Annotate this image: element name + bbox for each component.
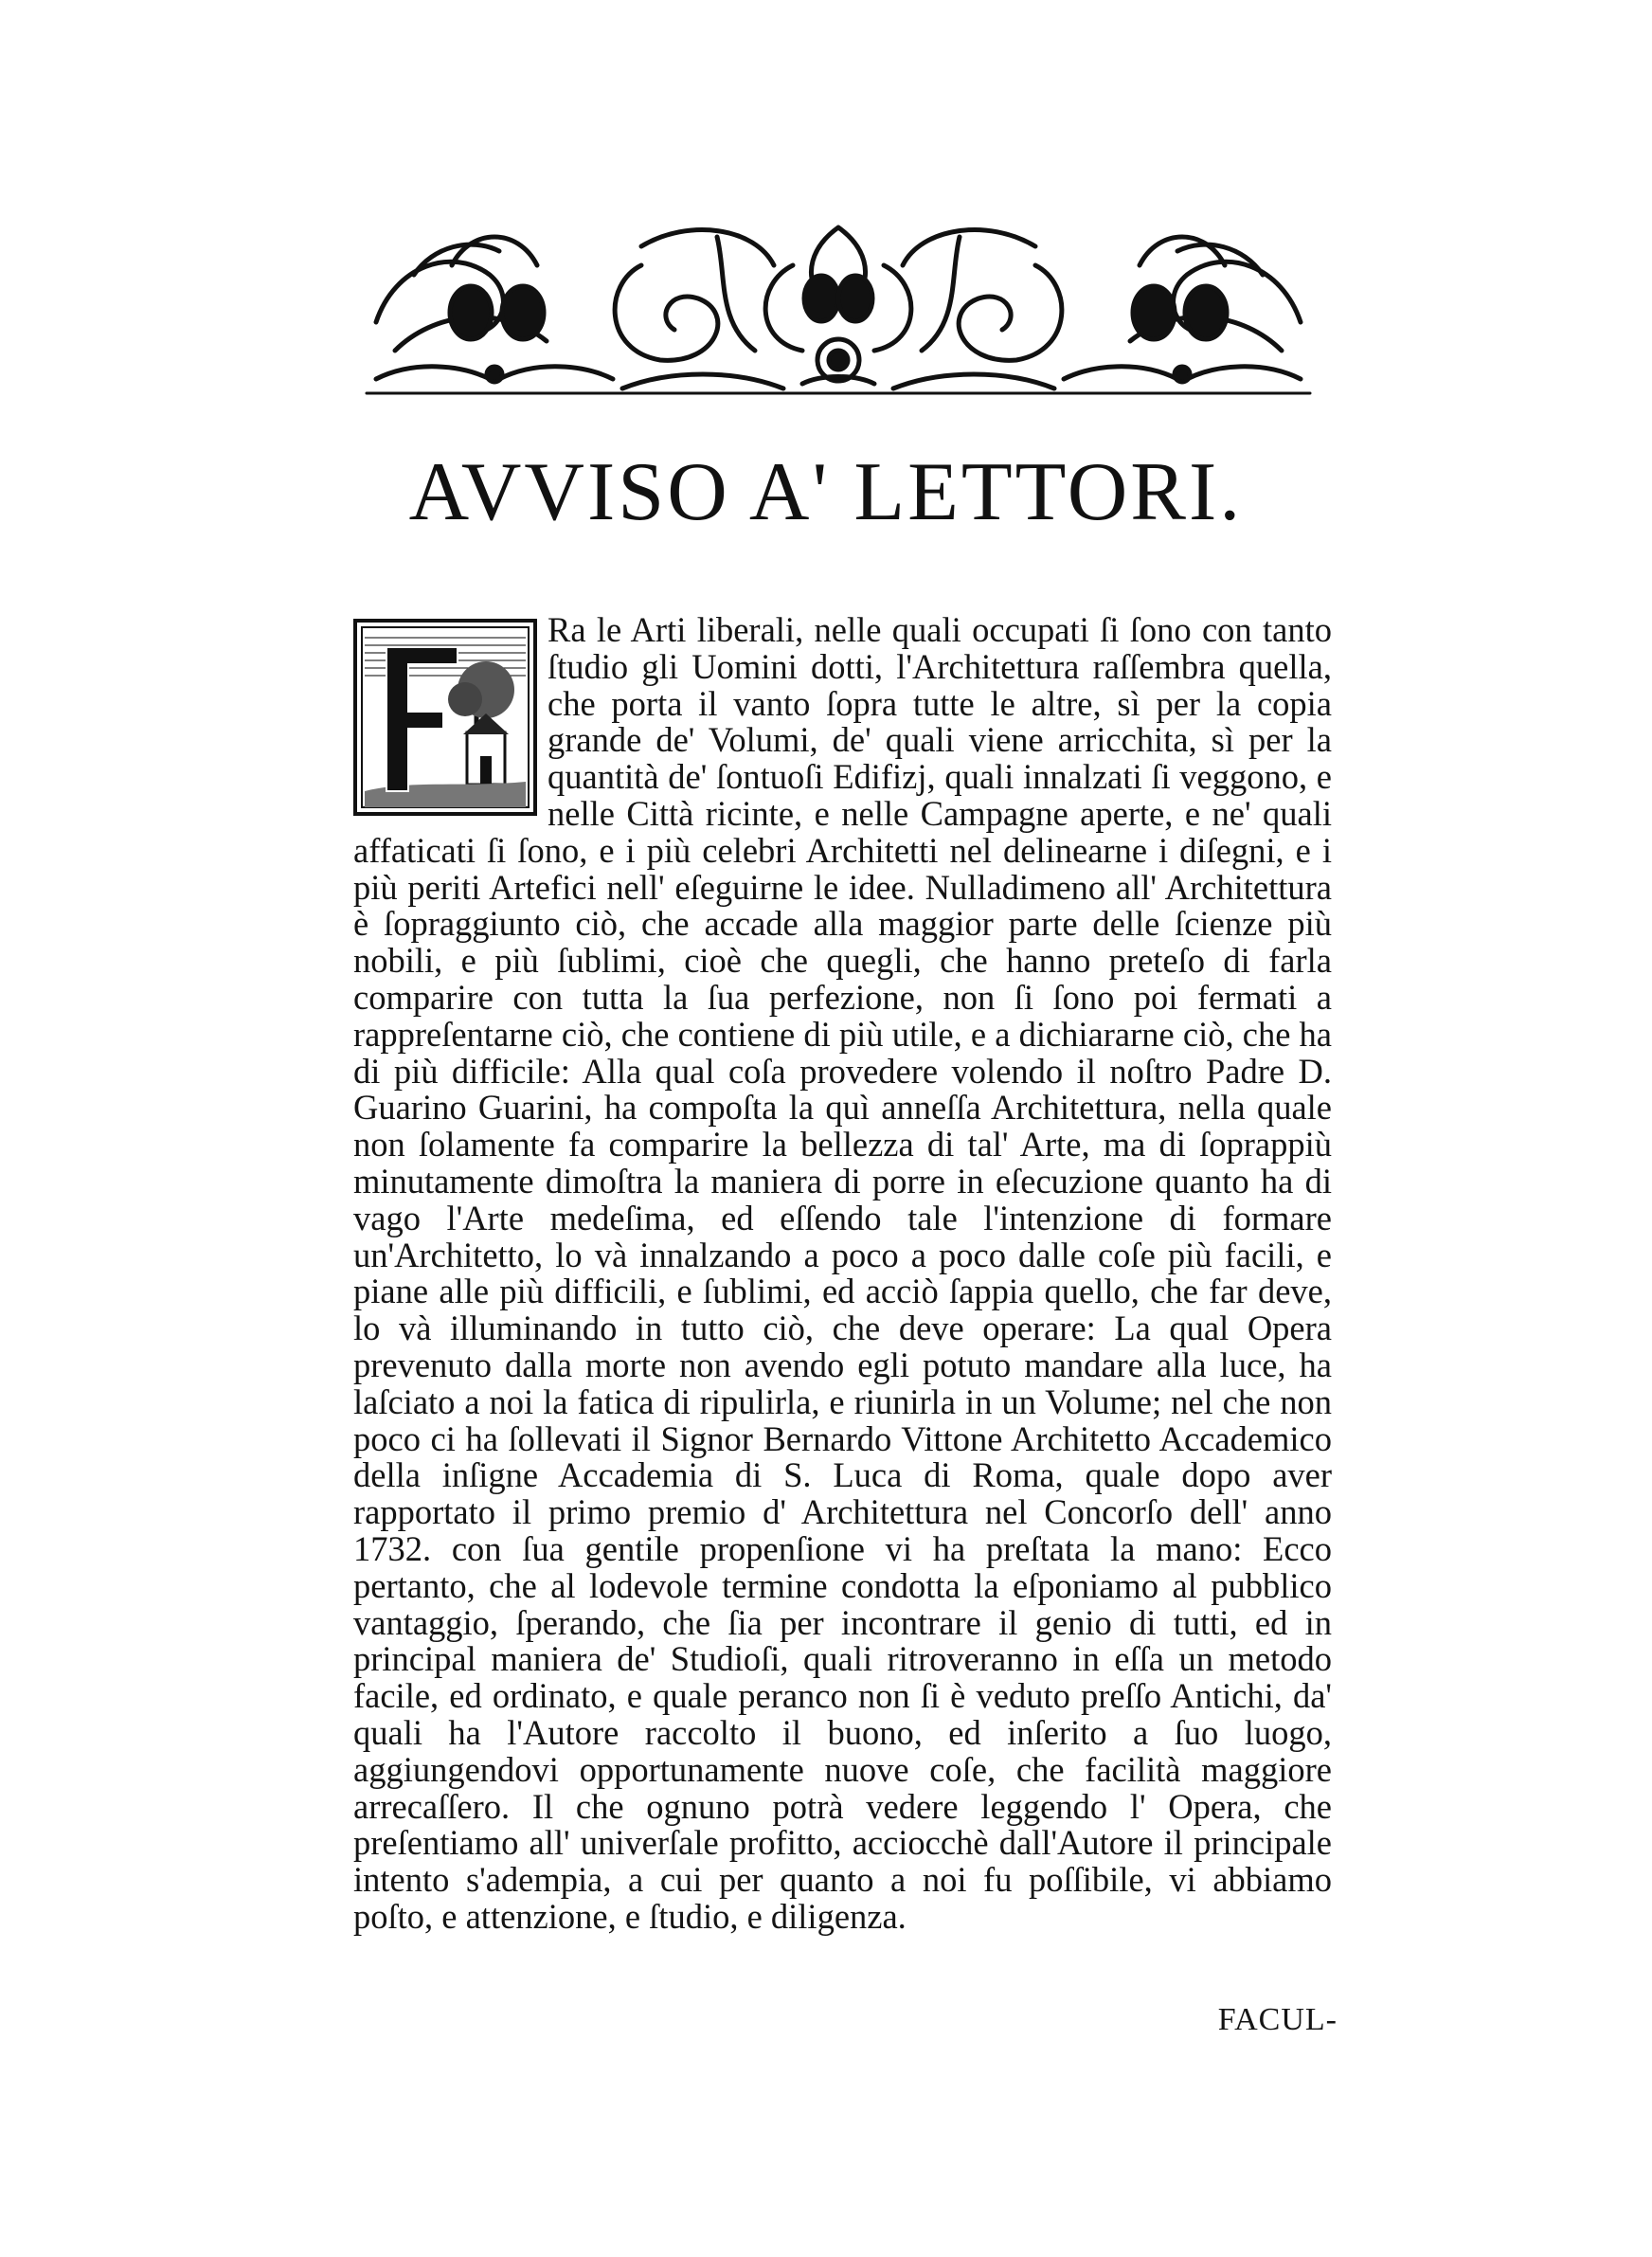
body-paragraph: Ra le Arti liberali, nelle quali occupati ſi ſono con tanto ſtudio gli Uomini dotti, l'Architettura raſſembra quella, che porta il vanto ſopra tutte le altre, sì per la copia grande de' Volumi, de' quali viene arricchita, sì per la quantità de' ſontuoſi Edifizj, quali innalzati ſi veggono, e nelle Città ricinte, e nelle Campagne aperte, e ne' quali affaticati ſi ſono, e i più celebri Architetti nel delinearne i diſegni, e i più periti Artefici nell' eſeguirne le idee. Nulladimeno all' Architettura è ſopraggiunto ciò, che accade alla maggior parte delle ſcienze più nobili, e più ſublimi, cioè che quegli, che hanno preteſo di farla comparire con tutta la ſua perfezione, non ſi ſono poi fermati a rappreſentarne ciò, che contiene di più utile, e a dichiararne ciò, che ha di più difficile: Alla qual coſa provedere volendo il noſtro Padre D. Guarino Guarini, ha compoſta la quì anneſſa Architettura, nella quale non ſolamente fa comparire la bellezza di tal' Arte, ma di ſoprappiù minutamente dimoſtra la maniera di porre in eſecuzione quanto ha di vago l'Arte medeſima, ed eſſendo tale l'intenzione di formare un'Architetto, lo và innalzando a poco a poco dalle coſe più facili, e piane alle più difficili, e ſublimi, ed acciò ſappia quello, che far deve, lo và illuminando in tutto ciò, che deve operare: La qual Opera prevenuto dalla morte non avendo egli potuto mandare alla luce, ha laſciato a noi la fatica di ripulirla, e riunirla in un Volume; nel che non poco ci ha ſollevati il Signor Bernardo Vittone Architetto Accademico della inſigne Accademia di S. Luca di Roma, quale dopo aver rapportato il primo premio d' Architettura nel Concorſo dell' anno 1732. con ſua gentile propenſione vi ha preſtata la mano: Ecco pertanto, che al lodevole termine condotta la eſponiamo al pubblico vantaggio, ſperando, che ſia per incontrare il genio di tutti, ed in principal maniera de' Studioſi, quali ritroveranno in eſſa un metodo facile, ed ordinato, e quale peranco non ſi è veduto preſſo Antichi, da' quali ha l'Autore raccolto il buono, ed inſerito a ſuo luogo, aggiungendovi opportunamente nuove coſe, che facilità maggiore arrecaſſero. Il che ognuno potrà vedere leggendo l' Opera, che preſentiamo all' univerſale profitto, acciocchè dall'Autore il principale intento s'adempia, a cui per quanto a noi fu poſſibile, vi abbiamo poſto, e attenzione, e ſtudio, e diligenza.: [353, 610, 1332, 1936]
body-text-block: [353, 612, 1332, 1936]
drop-cap-space: [353, 612, 548, 828]
page-title: AVVISO A' LETTORI.: [408, 446, 1244, 538]
catchword: FACUL-: [1217, 2002, 1338, 2037]
acanthus-scroll-ornament-icon: [357, 208, 1320, 398]
